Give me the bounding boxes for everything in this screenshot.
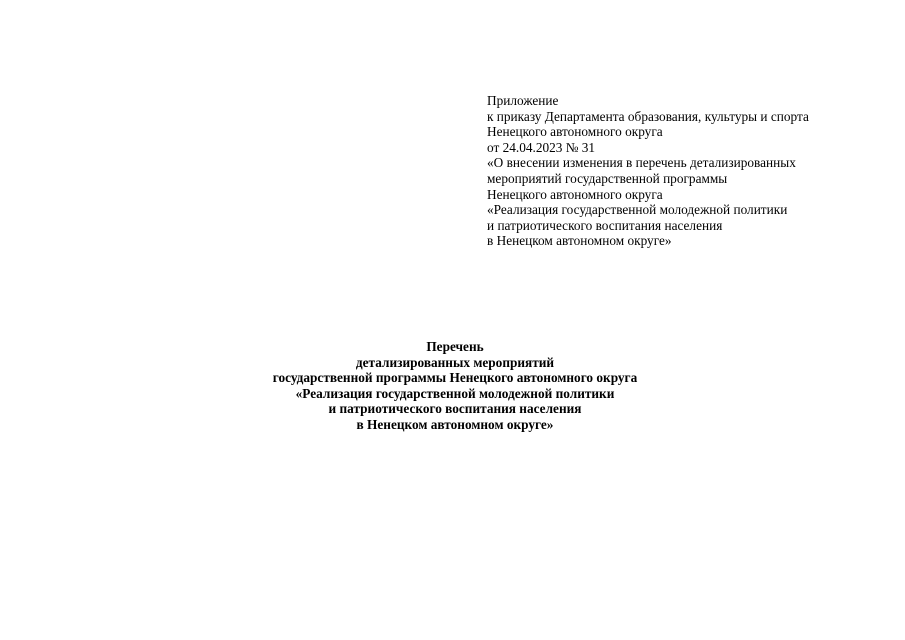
appendix-order-title-line-3: Ненецкого автономного округа <box>487 186 663 202</box>
appendix-order-reference: к приказу Департамента образования, культуры и спорта <box>487 108 809 124</box>
title-line-6: в Ненецком автономном округе» <box>356 416 554 432</box>
appendix-order-title-line-6: в Ненецком автономном округе» <box>487 233 672 249</box>
title-line-4: «Реализация государственной молодежной политики <box>295 385 615 401</box>
title-line-5: и патриотического воспитания населения <box>328 401 582 417</box>
title-line-3: государственной программы Ненецкого автономного округа <box>272 370 638 386</box>
document-title <box>200 339 710 433</box>
appendix-order-title-line-2: мероприятий государственной программы <box>487 170 728 186</box>
appendix-region: Ненецкого автономного округа <box>487 124 663 140</box>
appendix-order-date-number: от 24.04.2023 № 31 <box>487 139 596 155</box>
appendix-order-title-line-5: и патриотического воспитания населения <box>487 217 723 233</box>
appendix-order-title-line-1: «О внесении изменения в перечень детализированных <box>487 155 796 171</box>
appendix-block <box>487 93 897 249</box>
title-line-2: детализированных мероприятий <box>355 354 555 370</box>
title-line-1: Перечень <box>426 339 484 354</box>
appendix-order-title-line-4: «Реализация государственной молодежной политики <box>487 202 788 218</box>
appendix-heading: Приложение <box>487 93 559 108</box>
